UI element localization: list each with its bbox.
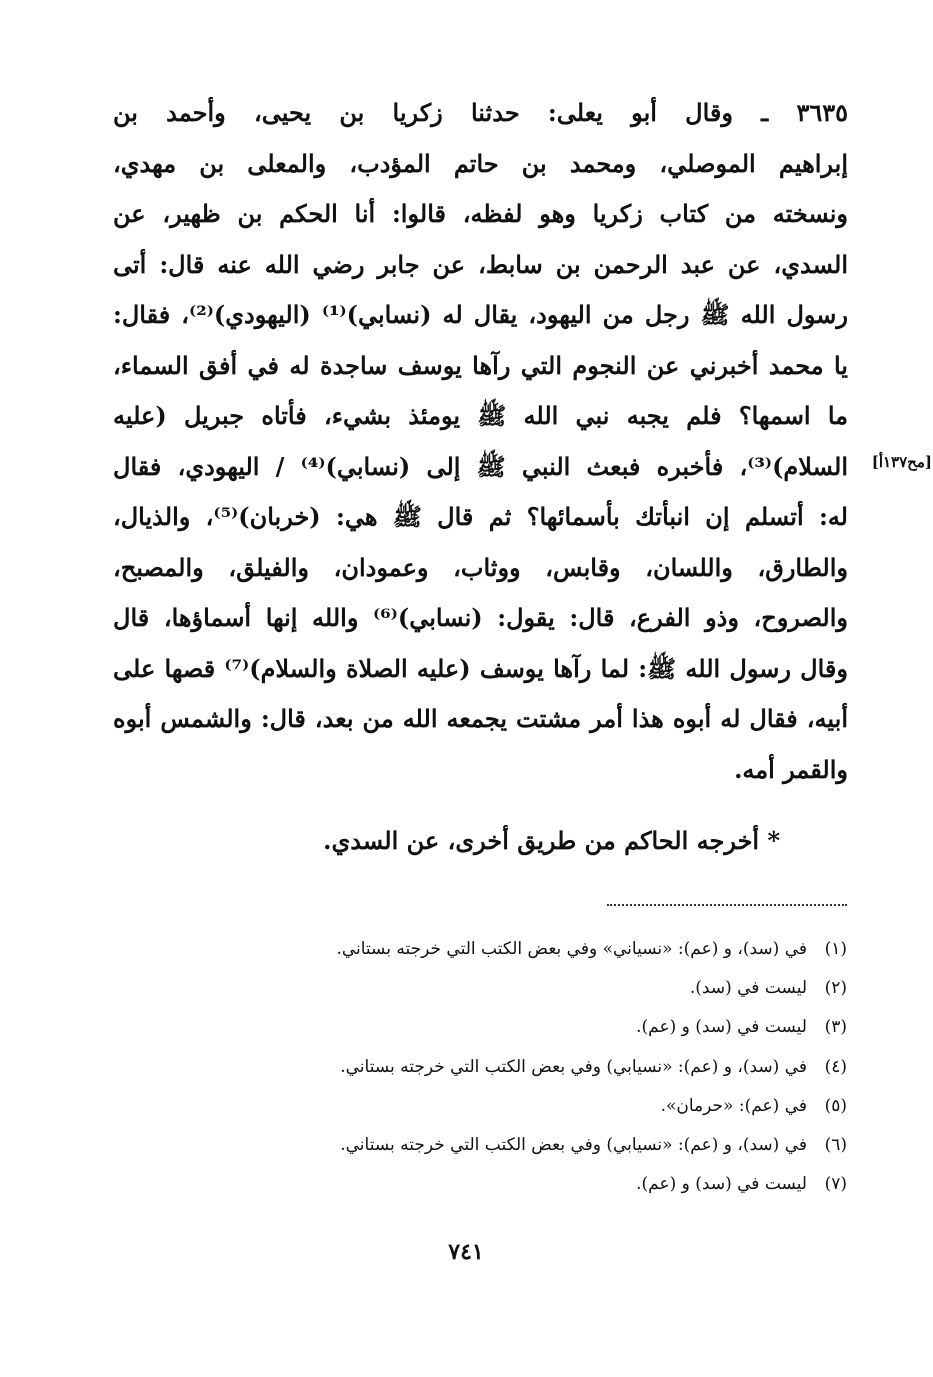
text-line: ما اسمها؟ فلم يجبه نبي الله ﷺ يومئذ بشيء، فأتاه جبريل (عليه [113,401,848,430]
footnote-separator [607,904,847,906]
text-line: وقال رسول الله ﷺ: لما رآها يوسف (عليه الصلاة والسلام)⁽⁷⁾ قصها على [113,653,848,683]
footnote-text: في (سد)، و (عم): «نسياني» وفي بعض الكتب التي خرجته بستاني. [336,939,807,959]
footnote-item [200,930,847,969]
footnote-item [200,1008,847,1047]
footnote-item [200,1165,847,1204]
text-line: السلام)⁽³⁾، فأخبره فبعث النبي ﷺ إلى (نسابي)⁽⁴⁾ / اليهودي، فقال [113,451,848,481]
text-line: والصروح، وذو الفرع، قال: يقول: (نسابي)⁽⁶⁾ والله إنها أسماؤها، قال [113,603,848,632]
takhrij-note: * أخرجه الحاكم من طريق أخرى، عن السدي. [323,826,780,855]
text-line: له: أتسلم إن انبأتك بأسمائها؟ ثم قال ﷺ هي: (خربان)⁽⁵⁾، والذيال، [113,502,848,531]
footnote-text: ليست في (سد) و (عم). [636,1017,807,1038]
text-line: ونسخته من كتاب زكريا وهو لفظه، قالوا: أنا الحكم بن ظهير، عن [113,199,848,228]
text-line: أبيه، فقال له أبوه هذا أمر مشتت يجمعه الله من بعد، قال: والشمس أبوه [113,704,848,733]
footnote-text: ليست في (سد). [689,978,807,999]
footnote-text: في (سد)، و (عم): «نسيابي) وفي بعض الكتب التي خرجته بستاني. [340,1056,807,1077]
footnote-number: (٤) [824,1056,847,1077]
text-line: والطارق، واللسان، وقابس، ووثاب، وعمودان، والفيلق، والمصبح، [113,552,848,582]
footnote-text: ليست في (سد) و (عم). [636,1174,807,1195]
footnote-item [200,1087,847,1126]
footnote-item [200,969,847,1008]
text-line: والقمر أمه. [734,754,848,784]
footnote-number: (٢) [824,978,847,999]
footnote-number: (١) [824,939,847,959]
text-line: إبراهيم الموصلي، ومحمد بن حاتم المؤدب، والمعلى بن مهدي، [113,148,848,178]
footnotes [200,930,847,1204]
footnote-number: (٣) [824,1017,847,1038]
footnote-number: (٦) [824,1134,847,1155]
footnote-item [200,1126,847,1165]
footnote-number: (٧) [824,1174,847,1195]
page-number: ٧٤١ [448,1239,484,1265]
manuscript-margin-note: [مح١٣٧أ] [871,453,932,471]
footnote-text: في (سد)، و (عم): «نسيابي) وفي بعض الكتب التي خرجته بستاني. [340,1134,807,1155]
footnote-item [200,1048,847,1087]
text-line: يا محمد أخبرني عن النجوم التي رآها يوسف ساجدة له في أفق السماء، [113,350,848,380]
footnote-number: (٥) [824,1095,847,1116]
text-line: رسول الله ﷺ رجل من اليهود، يقال له (نسابي)⁽¹⁾ (اليهودي)⁽²⁾، فقال: [113,300,848,329]
footnote-text: في (عم): «حرمان». [660,1095,807,1116]
hadith-text [113,88,848,795]
text-line: السدي، عن عبد الرحمن بن سابط، عن جابر رضي الله عنه قال: أتى [113,249,848,279]
text-line: ٣٦٣٥ ـ وقال أبو يعلى: حدثنا زكريا بن يحيى، وأحمد بن [113,98,848,127]
